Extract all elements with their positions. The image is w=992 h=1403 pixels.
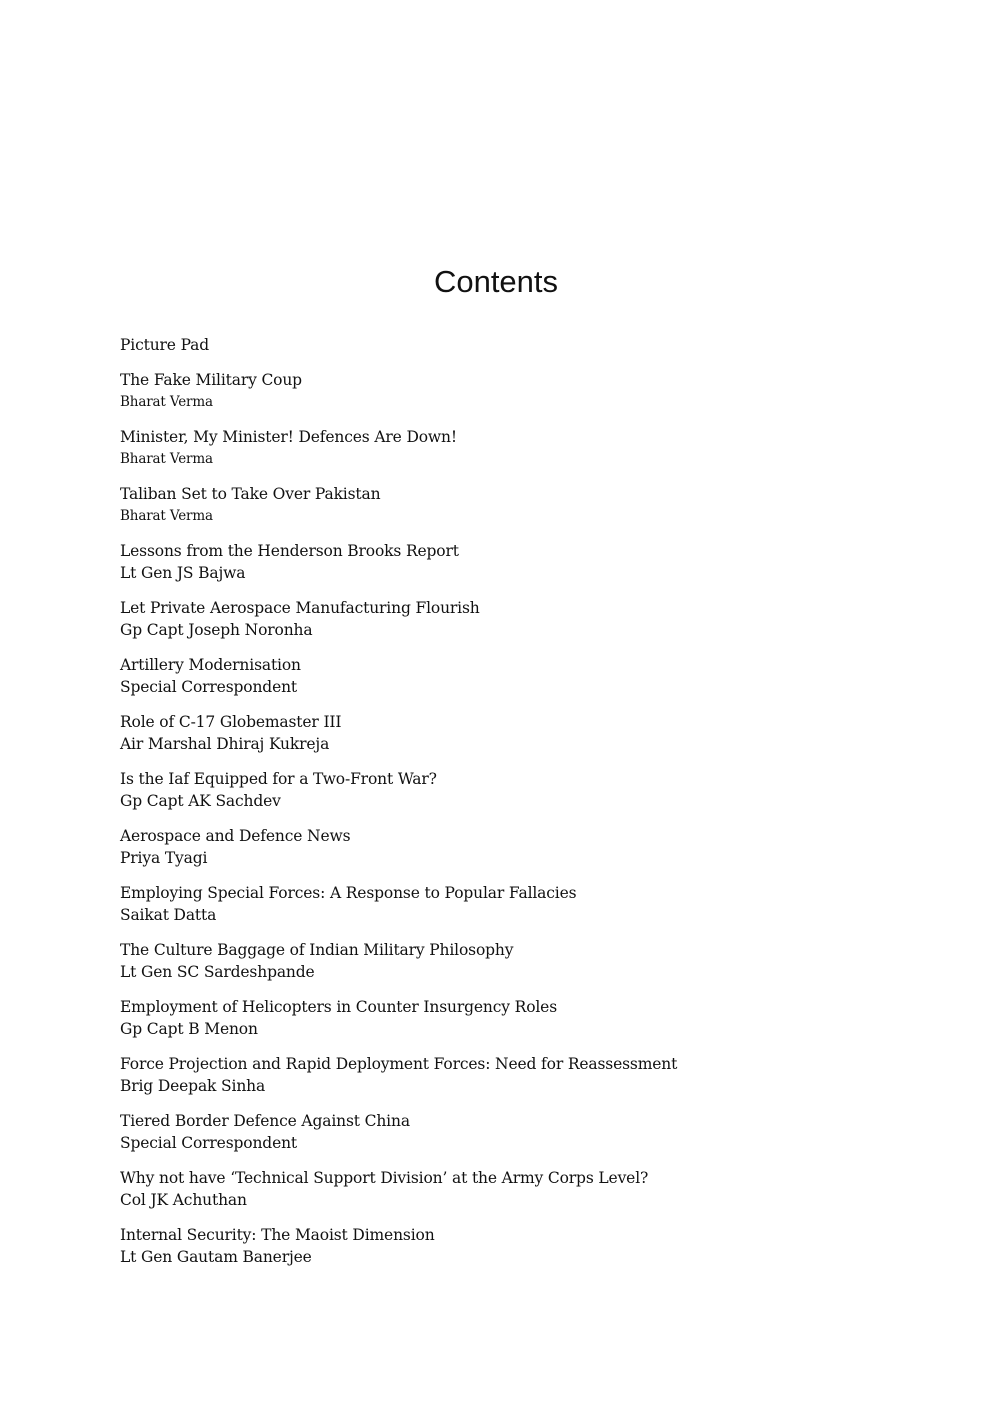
toc-entry-author: Saikat Datta [120, 906, 217, 924]
toc-entry-title: Internal Security: The Maoist Dimension [120, 1226, 435, 1244]
toc-entry-title: Let Private Aerospace Manufacturing Flourish [120, 599, 480, 617]
toc-entry-author: Col JK Achuthan [120, 1191, 247, 1209]
toc-entry [120, 334, 880, 369]
toc-entry-title: The Culture Baggage of Indian Military Philosophy [120, 941, 514, 959]
toc-entry [120, 825, 880, 882]
toc-entry-title: Tiered Border Defence Against China [120, 1112, 410, 1130]
toc-entry-title: Force Projection and Rapid Deployment Forces: Need for Reassessment [120, 1055, 678, 1073]
toc-entry [120, 996, 880, 1053]
toc-entry-author: Special Correspondent [120, 678, 298, 696]
toc-entry [120, 654, 880, 711]
toc-entry-title: Employing Special Forces: A Response to Popular Fallacies [120, 884, 577, 902]
toc-entry [120, 882, 880, 939]
toc-entry-author: Bharat Verma [120, 451, 213, 467]
toc-entry-title: Minister, My Minister! Defences Are Down! [120, 428, 457, 446]
toc-entry-title: Artillery Modernisation [120, 656, 301, 674]
toc-entry-title: Taliban Set to Take Over Pakistan [120, 485, 381, 503]
toc-entry-author: Bharat Verma [120, 508, 213, 524]
page-title: Contents [433, 264, 559, 299]
toc-entry-title: Is the Iaf Equipped for a Two-Front War? [120, 770, 437, 788]
toc-entry-author: Gp Capt Joseph Noronha [120, 621, 313, 639]
toc-entry-author: Gp Capt B Menon [120, 1020, 258, 1038]
toc-entry-author: Lt Gen JS Bajwa [120, 564, 246, 582]
toc-entry-author: Lt Gen SC Sardeshpande [120, 963, 315, 981]
toc-entry [120, 597, 880, 654]
toc-entry [120, 369, 880, 426]
toc-entry [120, 1224, 880, 1281]
toc-entry-author: Special Correspondent [120, 1134, 298, 1152]
toc-entry [120, 483, 880, 540]
toc-entry-author: Bharat Verma [120, 394, 213, 410]
toc-entry [120, 1053, 880, 1110]
toc-entry [120, 711, 880, 768]
toc-entry-title: The Fake Military Coup [120, 371, 302, 389]
table-of-contents [120, 334, 880, 1281]
toc-entry-author: Gp Capt AK Sachdev [120, 792, 281, 810]
toc-entry-title: Why not have ‘Technical Support Division’ at the Army Corps Level? [120, 1169, 649, 1187]
toc-entry-author: Priya Tyagi [120, 849, 208, 867]
toc-entry-author: Brig Deepak Sinha [120, 1077, 266, 1095]
toc-entry [120, 768, 880, 825]
toc-entry [120, 1167, 880, 1224]
toc-entry-author: Air Marshal Dhiraj Kukreja [120, 735, 330, 753]
toc-entry-title: Picture Pad [120, 336, 210, 354]
toc-entry-author: Lt Gen Gautam Banerjee [120, 1248, 312, 1266]
toc-entry-title: Role of C-17 Globemaster III [120, 713, 342, 731]
toc-entry [120, 1110, 880, 1167]
toc-entry-title: Employment of Helicopters in Counter Insurgency Roles [120, 998, 558, 1016]
toc-entry-title: Aerospace and Defence News [120, 827, 351, 845]
toc-entry [120, 939, 880, 996]
toc-entry [120, 426, 880, 483]
toc-entry [120, 540, 880, 597]
toc-entry-title: Lessons from the Henderson Brooks Report [120, 542, 459, 560]
